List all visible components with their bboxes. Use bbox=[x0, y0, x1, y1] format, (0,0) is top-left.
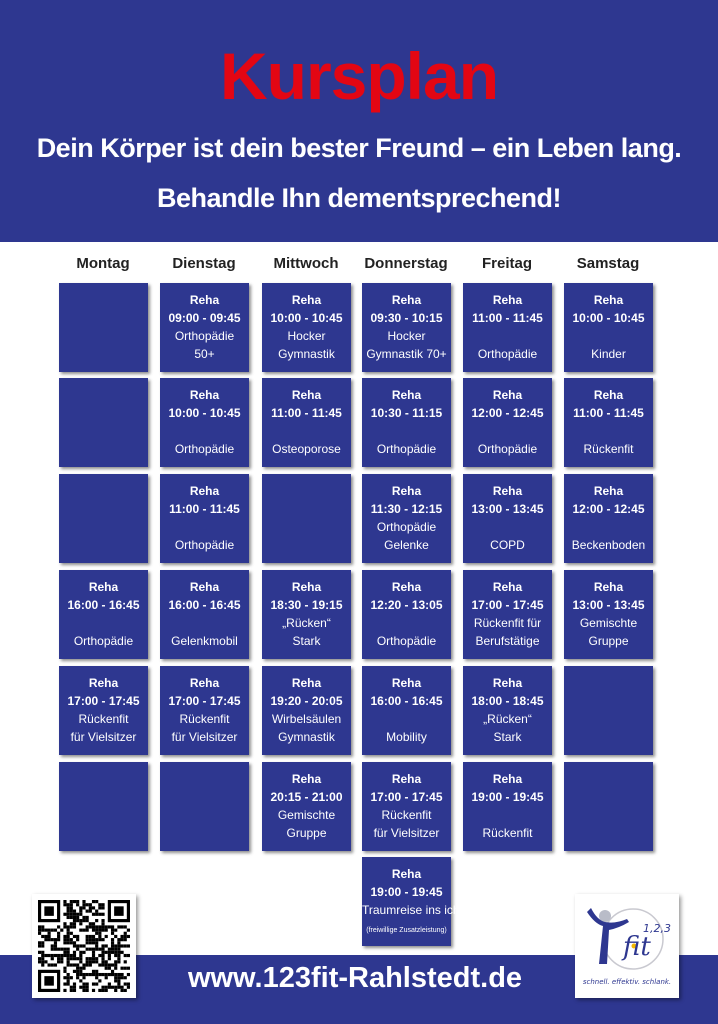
subtitle-2: Behandle Ihn dementsprechend! bbox=[156, 183, 562, 213]
course-detail: 50+ bbox=[194, 347, 215, 361]
course-type: Reha bbox=[391, 484, 422, 498]
empty-cell bbox=[59, 283, 148, 372]
course-cell bbox=[463, 570, 552, 659]
page-title: Kursplan bbox=[219, 39, 499, 113]
course-name: Hocker bbox=[387, 329, 426, 343]
course-time: 10:00 - 10:45 bbox=[168, 406, 241, 420]
course-detail: Mobility bbox=[386, 730, 427, 744]
course-type: Reha bbox=[492, 484, 523, 498]
course-cell bbox=[362, 570, 451, 659]
course-detail: Stark bbox=[292, 634, 321, 648]
course-name: „Rücken“ bbox=[483, 712, 532, 726]
course-time: 09:30 - 10:15 bbox=[370, 311, 443, 325]
course-time: 17:00 - 17:45 bbox=[168, 694, 241, 708]
subtitle-1: Dein Körper ist dein bester Freund – ein Leben lang. bbox=[36, 133, 682, 163]
course-detail: Gymnastik 70+ bbox=[366, 347, 447, 361]
course-time: 19:00 - 19:45 bbox=[471, 790, 544, 804]
course-detail: (freiwillige Zusatzleistung) bbox=[366, 927, 447, 934]
empty-cell bbox=[262, 474, 351, 563]
course-type: Reha bbox=[189, 676, 220, 690]
course-time: 10:00 - 10:45 bbox=[572, 311, 645, 325]
course-time: 17:00 - 17:45 bbox=[67, 694, 140, 708]
course-name: Gemischte bbox=[277, 808, 336, 822]
course-time: 17:00 - 17:45 bbox=[370, 790, 443, 804]
course-type: Reha bbox=[291, 293, 322, 307]
course-detail: Stark bbox=[493, 730, 522, 744]
course-cell bbox=[160, 570, 249, 659]
course-detail: Rückenfit bbox=[583, 442, 634, 456]
course-type: Reha bbox=[189, 293, 220, 307]
course-cell bbox=[262, 762, 351, 851]
course-type: Reha bbox=[492, 580, 523, 594]
course-cell bbox=[463, 762, 552, 851]
course-detail: Orthopädie bbox=[477, 347, 538, 361]
course-type: Reha bbox=[593, 484, 624, 498]
course-cell bbox=[362, 666, 451, 755]
course-time: 11:00 - 11:45 bbox=[169, 502, 240, 516]
course-name: Orthopädie bbox=[376, 520, 437, 534]
course-cell bbox=[59, 666, 148, 755]
course-type: Reha bbox=[391, 580, 422, 594]
course-type: Reha bbox=[189, 484, 220, 498]
course-type: Reha bbox=[593, 293, 624, 307]
course-type: Reha bbox=[291, 580, 322, 594]
empty-cell bbox=[564, 762, 653, 851]
course-name: Rückenfit bbox=[179, 712, 230, 726]
course-name: Orthopädie bbox=[174, 329, 235, 343]
day-header-mittwoch: Mittwoch bbox=[273, 255, 339, 272]
course-cell bbox=[160, 666, 249, 755]
course-name: Rückenfit bbox=[381, 808, 432, 822]
course-type: Reha bbox=[189, 580, 220, 594]
course-detail: Gruppe bbox=[286, 826, 327, 840]
course-time: 10:00 - 10:45 bbox=[270, 311, 343, 325]
course-time: 19:00 - 19:45 bbox=[370, 885, 443, 899]
course-cell bbox=[160, 474, 249, 563]
course-time: 16:00 - 16:45 bbox=[168, 598, 241, 612]
course-detail: COPD bbox=[490, 538, 525, 552]
course-type: Reha bbox=[291, 388, 322, 402]
day-header-dienstag: Dienstag bbox=[172, 255, 236, 272]
course-cell bbox=[262, 378, 351, 467]
course-type: Reha bbox=[492, 676, 523, 690]
course-cell bbox=[564, 378, 653, 467]
course-cell bbox=[362, 762, 451, 851]
course-cell bbox=[564, 570, 653, 659]
course-detail: Orthopädie bbox=[73, 634, 134, 648]
course-cell bbox=[463, 378, 552, 467]
empty-cell bbox=[59, 762, 148, 851]
logo-slogan: schnell. effektiv. schlank. bbox=[582, 978, 672, 986]
course-time: 20:15 - 21:00 bbox=[270, 790, 343, 804]
course-name: Traumreise ins ich bbox=[362, 903, 460, 917]
course-time: 13:00 - 13:45 bbox=[471, 502, 544, 516]
course-cell bbox=[564, 283, 653, 372]
course-detail: Orthopädie bbox=[174, 538, 235, 552]
course-type: Reha bbox=[291, 772, 322, 786]
course-detail: für Vielsitzer bbox=[373, 826, 440, 840]
course-type: Reha bbox=[492, 388, 523, 402]
course-detail: Orthopädie bbox=[376, 634, 437, 648]
course-detail: Beckenboden bbox=[571, 538, 646, 552]
empty-cell bbox=[59, 378, 148, 467]
course-cell bbox=[362, 857, 460, 946]
course-detail: Orthopädie bbox=[174, 442, 235, 456]
course-cell bbox=[362, 378, 451, 467]
course-cell bbox=[362, 474, 451, 563]
qr-code-image bbox=[38, 900, 130, 992]
course-time: 18:00 - 18:45 bbox=[471, 694, 544, 708]
course-type: Reha bbox=[492, 293, 523, 307]
day-header-freitag: Freitag bbox=[481, 255, 532, 272]
course-cell bbox=[463, 666, 552, 755]
course-detail: Osteoporose bbox=[272, 442, 341, 456]
course-time: 17:00 - 17:45 bbox=[471, 598, 544, 612]
course-name: Rückenfit bbox=[78, 712, 129, 726]
course-type: Reha bbox=[593, 580, 624, 594]
course-detail: Gymnastik bbox=[278, 347, 335, 361]
course-detail: Orthopädie bbox=[477, 442, 538, 456]
course-type: Reha bbox=[391, 867, 422, 881]
header-banner bbox=[0, 0, 718, 242]
course-detail: Rückenfit bbox=[482, 826, 533, 840]
course-cell bbox=[564, 474, 653, 563]
course-time: 11:30 - 12:15 bbox=[370, 502, 443, 516]
course-name: Wirbelsäulen bbox=[271, 712, 342, 726]
course-detail: Gruppe bbox=[588, 634, 629, 648]
course-cell bbox=[463, 474, 552, 563]
day-header-donnerstag: Donnerstag bbox=[364, 255, 448, 272]
course-name: „Rücken“ bbox=[282, 616, 331, 630]
course-time: 09:00 - 09:45 bbox=[168, 311, 241, 325]
course-time: 13:00 - 13:45 bbox=[572, 598, 645, 612]
course-detail: Orthopädie bbox=[376, 442, 437, 456]
course-time: 12:00 - 12:45 bbox=[471, 406, 544, 420]
course-type: Reha bbox=[391, 676, 422, 690]
course-time: 16:00 - 16:45 bbox=[370, 694, 443, 708]
logo-numbers: 1,2,3 bbox=[643, 922, 671, 935]
brand-logo bbox=[575, 894, 679, 998]
course-type: Reha bbox=[391, 772, 422, 786]
course-cell bbox=[262, 666, 351, 755]
course-name: Hocker bbox=[287, 329, 326, 343]
course-type: Reha bbox=[391, 388, 422, 402]
course-detail: Berufstätige bbox=[475, 634, 540, 648]
course-cell bbox=[59, 570, 148, 659]
empty-cell bbox=[564, 666, 653, 755]
day-header-samstag: Samstag bbox=[576, 255, 640, 272]
course-time: 16:00 - 16:45 bbox=[67, 598, 140, 612]
course-detail: für Vielsitzer bbox=[171, 730, 238, 744]
course-detail: Gelenkmobil bbox=[171, 634, 238, 648]
qr-code[interactable] bbox=[32, 894, 136, 998]
course-time: 12:20 - 13:05 bbox=[370, 598, 443, 612]
course-time: 11:00 - 11:45 bbox=[271, 406, 342, 420]
course-cell bbox=[160, 283, 249, 372]
course-detail: für Vielsitzer bbox=[70, 730, 137, 744]
course-name: Gemischte bbox=[579, 616, 638, 630]
course-detail: Gymnastik bbox=[278, 730, 335, 744]
course-time: 19:20 - 20:05 bbox=[270, 694, 343, 708]
course-time: 11:00 - 11:45 bbox=[472, 311, 543, 325]
course-cell bbox=[262, 570, 351, 659]
course-detail: Kinder bbox=[591, 347, 626, 361]
day-header-montag: Montag bbox=[76, 255, 130, 272]
logo-brand: fit bbox=[623, 932, 651, 962]
course-type: Reha bbox=[88, 580, 119, 594]
course-type: Reha bbox=[391, 293, 422, 307]
empty-cell bbox=[160, 762, 249, 851]
course-type: Reha bbox=[291, 676, 322, 690]
course-time: 10:30 - 11:15 bbox=[370, 406, 443, 420]
course-name: Rückenfit für bbox=[473, 616, 542, 630]
course-type: Reha bbox=[88, 676, 119, 690]
course-type: Reha bbox=[189, 388, 220, 402]
course-time: 12:00 - 12:45 bbox=[572, 502, 645, 516]
course-time: 11:00 - 11:45 bbox=[573, 406, 644, 420]
course-type: Reha bbox=[593, 388, 624, 402]
course-time: 18:30 - 19:15 bbox=[270, 598, 343, 612]
course-cell bbox=[463, 283, 552, 372]
course-detail: Gelenke bbox=[384, 538, 429, 552]
empty-cell bbox=[59, 474, 148, 563]
course-cell bbox=[160, 378, 249, 467]
course-cell bbox=[362, 283, 451, 372]
website-link[interactable]: www.123fit-Rahlstedt.de bbox=[187, 962, 523, 994]
course-type: Reha bbox=[492, 772, 523, 786]
course-cell bbox=[262, 283, 351, 372]
